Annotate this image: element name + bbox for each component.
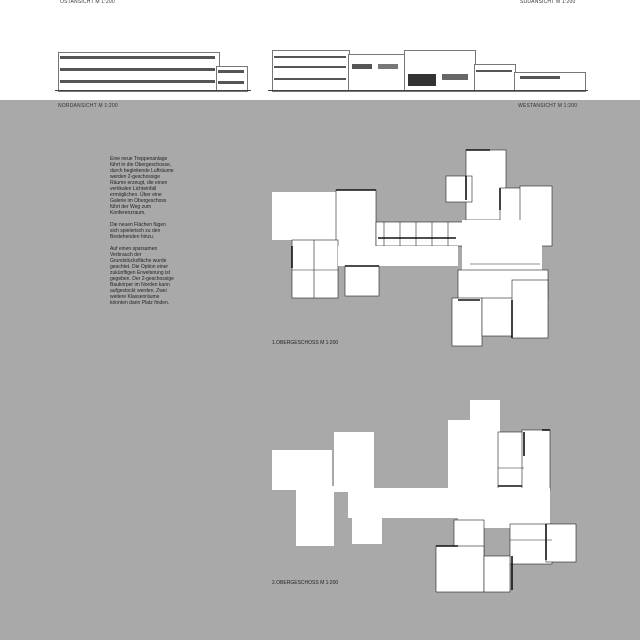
notes-paragraph-1: Eine neue Treppenanlage führt in die Obergeschosse, durch begleitende Lufträume werden 2-geschossige Räume erzeugt, die einen vertikalen Lichteinfall ermöglichen. Über eine Galerie im Obergeschoss führt der Weg zum Konferenzraum. xyxy=(110,156,174,216)
first-floor-label: 1.OBERGESCHOSS M 1:200 xyxy=(272,340,339,346)
second-floor-label: 2.OBERGESCHOSS M 1:200 xyxy=(272,580,339,586)
second-floor-plan xyxy=(272,400,576,592)
first-floor-plan xyxy=(272,150,552,346)
elevation-label-east: OSTANSICHT M 1:200 xyxy=(60,0,115,5)
elevation-label-north: NORDANSICHT M 1:200 xyxy=(58,103,118,109)
elevation-label-west: WESTANSICHT M 1:200 xyxy=(518,103,578,109)
notes-paragraph-3: Auf einen sparsamen Verbrauch der Grundstücksfläche wurde geachtet. Die Option einer zukünftigen Erweiterung ist gegeben. Der 2-geschossige Baukörper im Norden kann aufgestockt werden. Zwei weitere Klassenräume könnten darin Platz finden. xyxy=(110,246,174,306)
notes-paragraph-2: Die neuen Flächen fügen sich spielerisch zu den Bestehenden hinzu. xyxy=(110,222,166,240)
elevation-label-south: SÜDANSICHT M 1:200 xyxy=(520,0,576,5)
